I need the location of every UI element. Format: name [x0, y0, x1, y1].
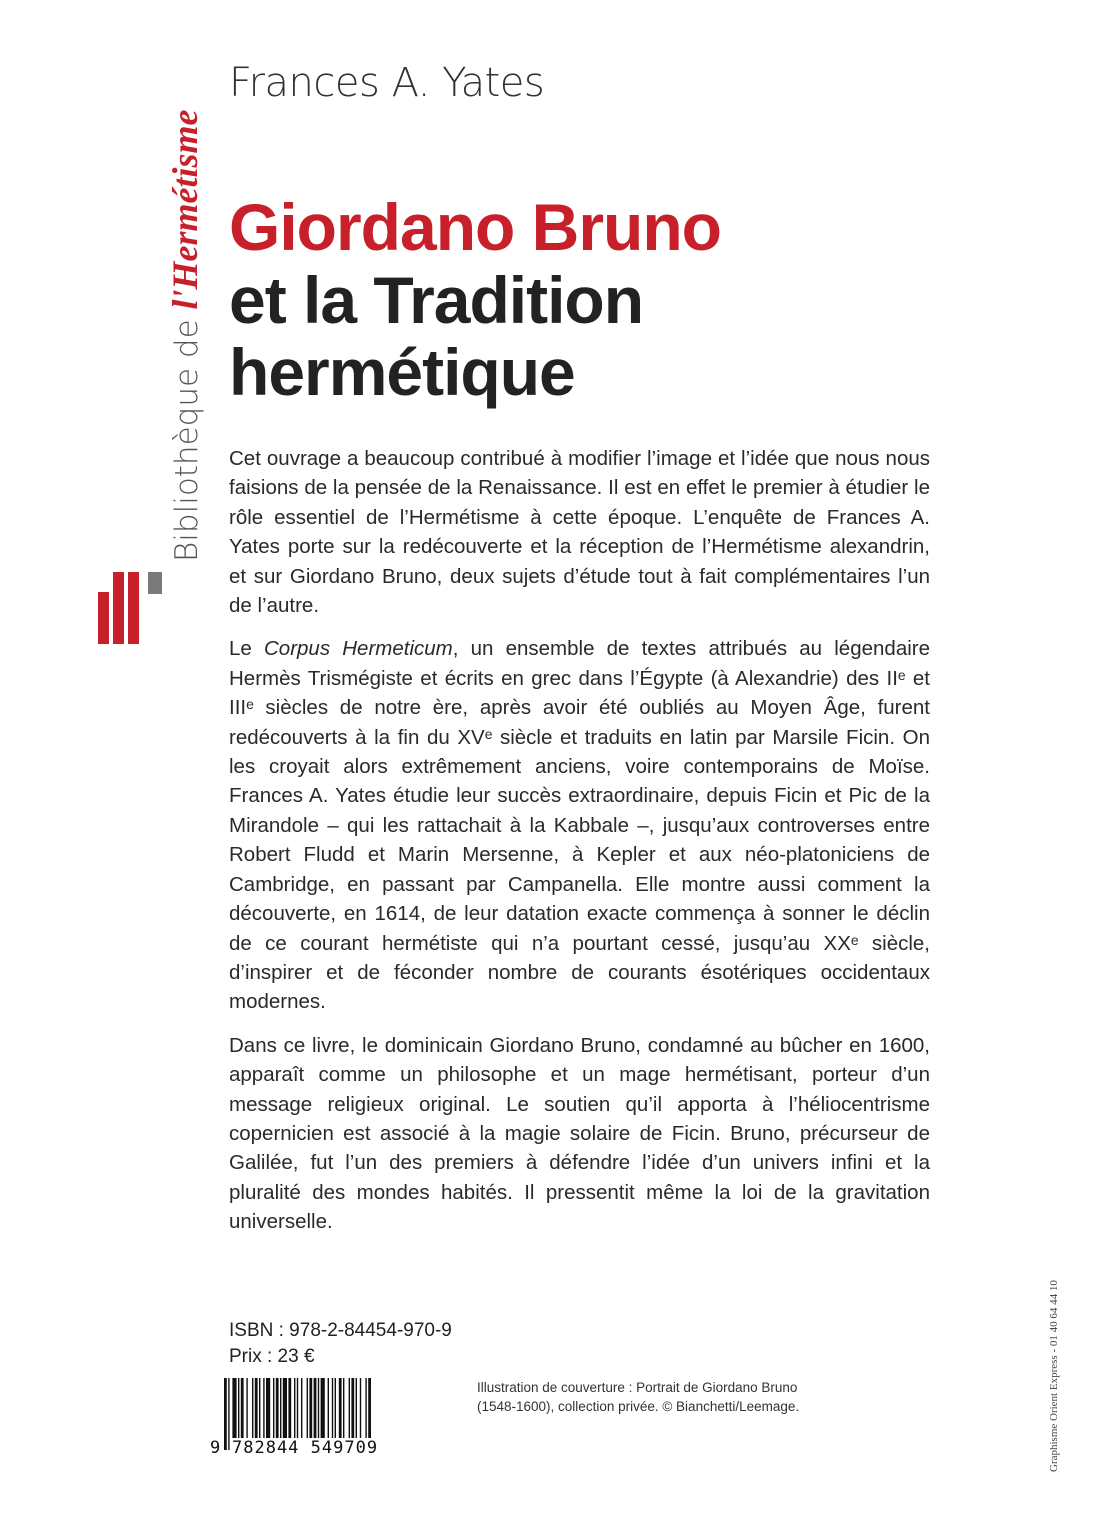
publisher-logo-icon — [98, 572, 164, 644]
book-title — [229, 190, 721, 408]
blurb-paragraph-1: Cet ouvrage a beaucoup contribué à modifier l’image et l’idée que nous nous faisions de la pensée de la Renaissance. Il est en effet le premier à étudier le rôle essentiel de l’Hermétisme à cette époque. L’enquête de Frances A. Yates porte sur la redécouverte et la réception de l’Hermétisme alexandrin, et sur Giordano Bruno, deux sujets d’étude tout à fait complémentaires l’un de l’autre. — [229, 447, 930, 618]
series-name: l'Hermétisme — [165, 109, 205, 310]
credit-line-1: Illustration de couverture : Portrait de Giordano Bruno — [477, 1380, 798, 1395]
price: Prix : 23 € — [229, 1346, 315, 1367]
isbn-block — [229, 1318, 452, 1370]
series-label — [160, 110, 210, 562]
cover-credit — [477, 1378, 877, 1416]
author-name: Frances A. Yates — [229, 60, 545, 106]
paragraph-2-lead: Le — [229, 637, 264, 661]
title-line-1: Giordano Bruno — [229, 190, 721, 264]
paragraph-2-rest: , un ensemble de textes attribués au légendaire Hermès Trismégiste et écrits en grec dans l’Égypte (à Alexandrie) des IIᵉ et IIIᵉ siècles de notre ère, après avoir été oubliés au Moyen Âge, furent redécouverts à la fin du XVᵉ siècle et traduits en latin par Marsile Ficin. On les croyait alors extrêmement anciens, voire contemporains de Moïse. Frances A. Yates étudie leur succès extraordinaire, depuis Ficin et Pic de la Mirandole – qui les rattachait à la Kabbale –, jusqu’aux controverses entre Robert Fludd et Marin Mersenne, à Kepler et aux néo-platoniciens de Cambridge, en passant par Campanella. Elle montre aussi comment la découverte, en 1614, de leur datation exacte commença à sonner le déclin de ce courant hermétiste qui n’a pourtant cessé, jusqu’au XXᵉ siècle, d’inspirer et de féconder nombre de courants ésotériques occidentaux modernes. — [229, 637, 930, 1014]
blurb — [229, 444, 930, 1251]
blurb-paragraph-3: Dans ce livre, le dominicain Giordano Bruno, condamné au bûcher en 1600, apparaît comme un philosophe et un mage hermétisant, porteur d’un message religieux original. Le soutien qu’il apporta à l’héliocentrisme copernicien est associé à la magie solaire de Ficin. Bruno, précurseur de Galilée, fut l’un des premiers à défendre l’idée d’un univers infini et la pluralité des mondes habités. Il pressentit même la loi de la gravitation universelle. — [229, 1033, 930, 1234]
printer-credit: Graphisme Orient Express - 01 40 64 44 10 — [1048, 1280, 1060, 1472]
barcode-number: 782844 549709 — [232, 1438, 379, 1458]
credit-line-2: (1548-1600), collection privée. © Bianchetti/Leemage. — [477, 1399, 800, 1414]
series-prefix: Bibliothèque de — [169, 309, 205, 562]
barcode-first-digit: 9 — [210, 1438, 222, 1458]
title-line-2: et la Tradition — [229, 263, 644, 337]
title-line-3: hermétique — [229, 335, 575, 409]
isbn-number: ISBN : 978-2-84454-970-9 — [229, 1320, 452, 1341]
corpus-title: Corpus Hermeticum — [263, 637, 453, 661]
blurb-paragraph-2 — [229, 634, 930, 1016]
